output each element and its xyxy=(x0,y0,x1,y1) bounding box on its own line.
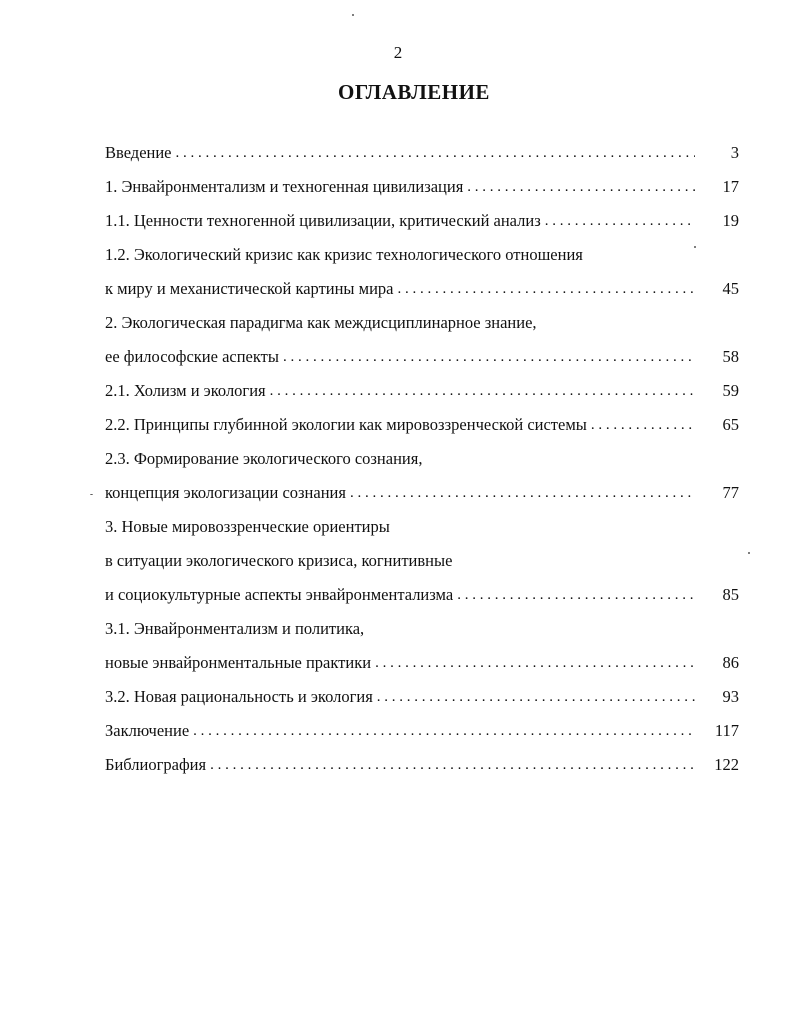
toc-entry-title: 2.2. Принципы глубинной экологии как мировоззренческой системы xyxy=(105,415,587,434)
toc-entry-page: 59 xyxy=(722,381,739,400)
toc-entry-page: 65 xyxy=(722,415,739,434)
toc-entry xyxy=(105,272,739,306)
dot-leader xyxy=(591,415,695,435)
toc-entry-page: 58 xyxy=(722,347,739,366)
toc-entry-page: 117 xyxy=(714,721,739,740)
dot-leader xyxy=(283,347,695,367)
toc-entry-title: к миру и механистической картины мира xyxy=(105,279,394,298)
toc-entry-title: Заключение xyxy=(105,721,190,740)
toc-entry-title: 1.1. Ценности техногенной цивилизации, критический анализ xyxy=(105,211,541,230)
dot-leader xyxy=(350,483,695,503)
toc-entry-title: в ситуации экологического кризиса, когнитивные xyxy=(105,551,453,570)
toc-entry-title: концепция экологизации сознания xyxy=(105,483,346,502)
dot-leader xyxy=(457,585,695,605)
toc-entry xyxy=(105,170,739,204)
toc-entry xyxy=(105,408,739,442)
toc-entry xyxy=(105,646,739,680)
toc-entry xyxy=(105,340,739,374)
dot-leader xyxy=(467,177,695,197)
toc-entry xyxy=(105,476,739,510)
toc-entry-continuation xyxy=(105,544,739,578)
toc-entry xyxy=(105,714,739,748)
dot-leader xyxy=(377,687,695,707)
toc-entry-page: 17 xyxy=(722,177,739,196)
page-title: ОГЛАВЛЕНИЕ xyxy=(338,80,490,104)
dot-leader xyxy=(270,381,695,401)
toc-entry-page: 122 xyxy=(714,755,739,774)
toc-entry xyxy=(105,748,739,782)
toc-entry-title: ее философские аспекты xyxy=(105,347,279,366)
dot-leader xyxy=(375,653,695,673)
toc-entry-continuation xyxy=(105,510,739,544)
scan-speck xyxy=(352,14,354,16)
toc-entry-title: Введение xyxy=(105,143,172,162)
toc-entry-title: новые энвайронментальные практики xyxy=(105,653,372,672)
toc-entry xyxy=(105,204,739,238)
scan-speck xyxy=(748,552,750,554)
toc-entry-page: 3 xyxy=(730,143,739,162)
dot-leader xyxy=(398,279,696,299)
toc-entry-title: 1. Энвайронментализм и техногенная цивилизация xyxy=(105,177,464,196)
toc-entry-title: 3.2. Новая рациональность и экология xyxy=(105,687,373,706)
page-number: 2 xyxy=(393,43,403,62)
scan-speck xyxy=(90,494,93,495)
toc-entry-title: 3.1. Энвайронментализм и политика, xyxy=(105,619,365,638)
toc-entry-title: 1.2. Экологический кризис как кризис технологического отношения xyxy=(105,245,583,264)
table-of-contents xyxy=(105,136,739,782)
dot-leader xyxy=(176,143,695,163)
toc-entry-continuation xyxy=(105,442,739,476)
toc-entry-page: 45 xyxy=(722,279,739,298)
toc-entry-continuation xyxy=(105,612,739,646)
toc-entry-title: 2.1. Холизм и экология xyxy=(105,381,266,400)
scan-speck xyxy=(694,246,696,248)
dot-leader xyxy=(193,721,695,741)
dot-leader xyxy=(545,211,695,231)
toc-entry-title: 3. Новые мировоззренческие ориентиры xyxy=(105,517,390,536)
toc-entry xyxy=(105,136,739,170)
toc-entry xyxy=(105,374,739,408)
toc-entry-page: 77 xyxy=(722,483,739,502)
toc-entry-title: 2.3. Формирование экологического сознания, xyxy=(105,449,423,468)
toc-entry-page: 93 xyxy=(722,687,739,706)
toc-entry-title: 2. Экологическая парадигма как междисциплинарное знание, xyxy=(105,313,537,332)
toc-entry-title: Библиография xyxy=(105,755,207,774)
toc-entry-page: 85 xyxy=(722,585,739,604)
toc-entry xyxy=(105,680,739,714)
toc-entry xyxy=(105,578,739,612)
toc-entry-continuation xyxy=(105,306,739,340)
dot-leader xyxy=(210,755,695,775)
toc-entry-title: и социокультурные аспекты энвайронментализма xyxy=(105,585,454,604)
toc-entry-page: 86 xyxy=(722,653,739,672)
toc-entry-continuation xyxy=(105,238,739,272)
toc-entry-page: 19 xyxy=(722,211,739,230)
